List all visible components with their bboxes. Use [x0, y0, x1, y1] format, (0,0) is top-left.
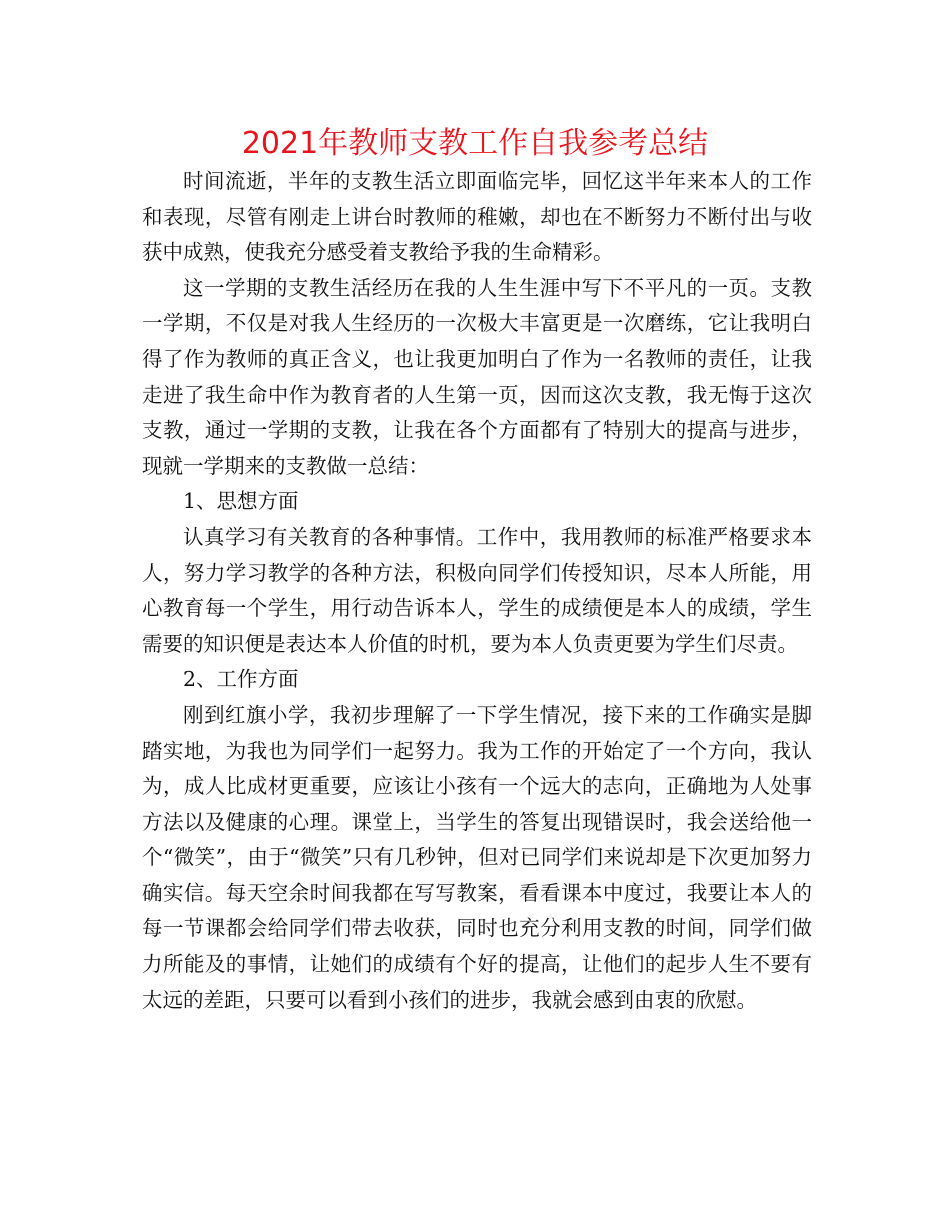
- document-title: 2021年教师支教工作自我参考总结: [241, 126, 709, 161]
- paragraph-intro: 时间流逝，半年的支教生活立即面临完毕，回忆这半年来本人的工作和表现，尽管有刚走上讲台时教师的稚嫩，却也在不断努力不断付出与收获中成熟，使我充分感受着支教给予我的生命精彩。: [142, 169, 812, 265]
- document-body: [142, 164, 812, 1018]
- section-heading-thought: 1、思想方面: [183, 489, 299, 514]
- section-heading-work: 2、工作方面: [183, 667, 299, 692]
- paragraph-semester: 这一学期的支教生活经历在我的人生生涯中写下不平凡的一页。支教一学期，不仅是对我人生经历的一次极大丰富更是一次磨练，它让我明白得了作为教师的真正含义，也让我更加明白了作为一名教师的责任，让我走进了我生命中作为教育者的人生第一页，因而这次支教，我无悔于这次支教，通过一学期的支教，让我在各个方面都有了特别大的提高与进步，现就一学期来的支教做一总结：: [142, 275, 812, 478]
- paragraph-work: 刚到红旗小学，我初步理解了一下学生情况，接下来的工作确实是脚踏实地，为我也为同学们一起努力。我为工作的开始定了一个方向，我认为，成人比成材更重要，应该让小孩有一个远大的志向，正确地为人处事方法以及健康的心理。课堂上，当学生的答复出现错误时，我会送给他一个“微笑”，由于“微笑”只有几秒钟，但对已同学们来说却是下次更加努力确实信。每天空余时间我都在写写教案，看看课本中度过，我要让本人的每一节课都会给同学们带去收获，同时也充分利用支教的时间，同学们做力所能及的事情，让她们的成绩有个好的提高，让他们的起步人生不要有太远的差距，只要可以看到小孩们的进步，我就会感到由衷的欣慰。: [142, 702, 812, 1012]
- paragraph-thought: 认真学习有关教育的各种事情。工作中，我用教师的标准严格要求本人，努力学习教学的各种方法，积极向同学们传授知识，尽本人所能，用心教育每一个学生，用行动告诉本人，学生的成绩便是本人的成绩，学生需要的知识便是表达本人价值的时机，要为本人负责更要为学生们尽责。: [142, 524, 812, 656]
